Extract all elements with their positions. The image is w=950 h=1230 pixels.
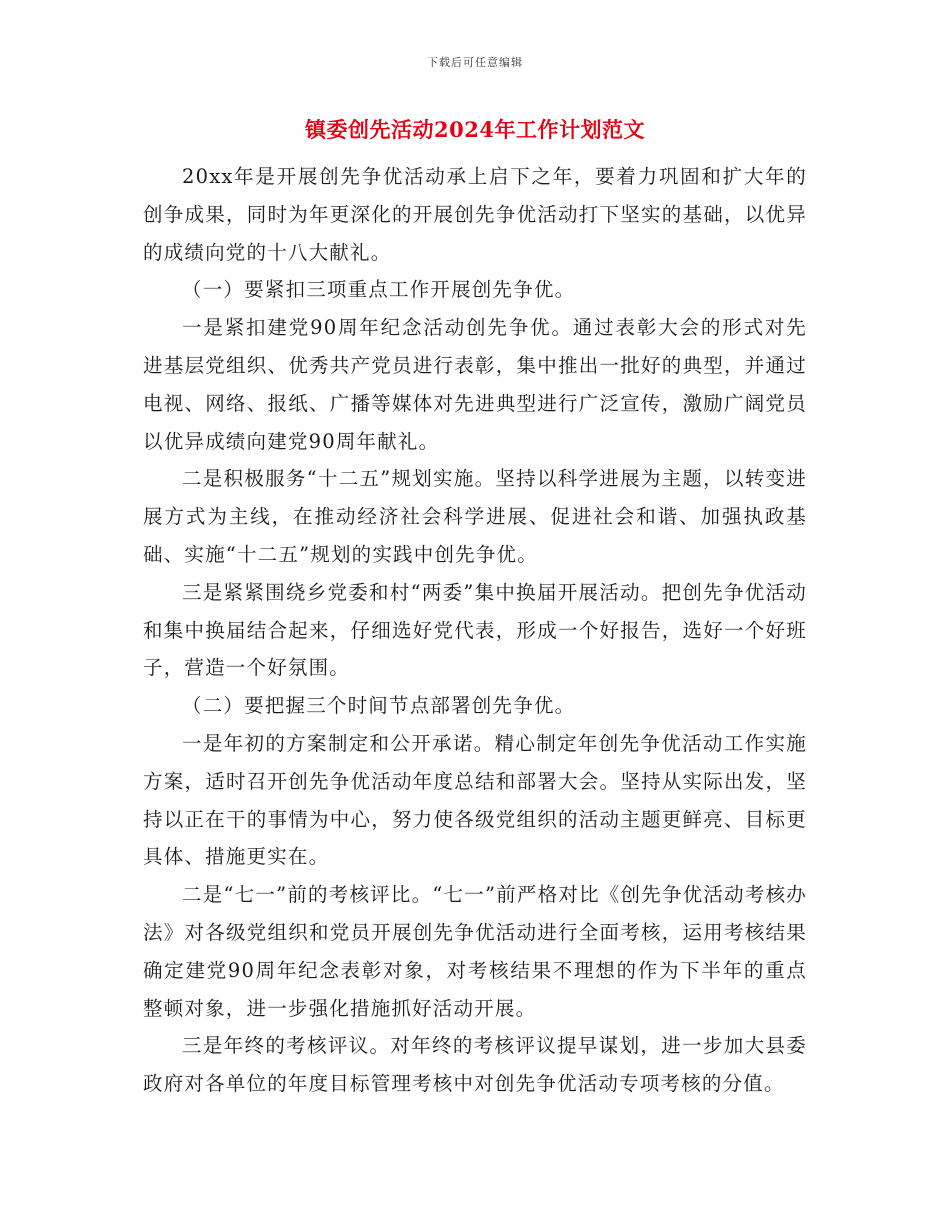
paragraph-2-2: 二是“七一”前的考核评比。“七一”前严格对比《创先争优活动考核办法》对各级党组织和党员开展创先争优活动进行全面考核，运用考核结果确定建党90周年纪念表彰对象，对考核结果不理想的作为下半年的重点整顿对象，进一步强化措施抓好活动开展。 (143, 883, 807, 1020)
document-body (143, 158, 807, 1103)
paragraph-2-3: 三是年终的考核评议。对年终的考核评议提早谋划，进一步加大县委政府对各单位的年度目标管理考核中对创先争优活动专项考核的分值。 (143, 1034, 807, 1096)
paragraph-1-2: 二是积极服务“十二五”规划实施。坚持以科学进展为主题，以转变进展方式为主线，在推动经济社会科学进展、促进社会和谐、加强执政基础、实施“十二五”规划的实践中创先争优。 (143, 467, 807, 566)
paragraph-2-1: 一是年初的方案制定和公开承诺。精心制定年创先争优活动工作实施方案，适时召开创先争优活动年度总结和部署大会。坚持从实际出发，坚持以正在干的事情为中心，努力使各级党组织的活动主题更鲜亮、目标更具体、措施更实在。 (143, 731, 807, 869)
header-note: 下载后可任意编辑 (427, 56, 523, 69)
paragraph-1-3: 三是紧紧围绕乡党委和村“两委”集中换届开展活动。把创先争优活动和集中换届结合起来，仔细选好党代表，形成一个好报告，选好一个好班子，营造一个好氛围。 (143, 580, 807, 680)
section-heading-2: （二）要把握三个时间节点部署创先争优。 (182, 694, 576, 718)
section-heading-1: （一）要紧扣三项重点工作开展创先争优。 (182, 278, 576, 302)
document-title: 镇委创先活动2024年工作计划范文 (305, 117, 645, 142)
paragraph-1-1: 一是紧扣建党90周年纪念活动创先争优。通过表彰大会的形式对先进基层党组织、优秀共产党员进行表彰，集中推出一批好的典型，并通过电视、网络、报纸、广播等媒体对先进典型进行广泛宣传，激励广阔党员以优异成绩向建党90周年献礼。 (143, 316, 807, 453)
paragraph-intro: 20xx年是开展创先争优活动承上启下之年，要着力巩固和扩大年的创争成果，同时为年更深化的开展创先争优活动打下坚实的基础，以优异的成绩向党的十八大献礼。 (143, 165, 807, 264)
